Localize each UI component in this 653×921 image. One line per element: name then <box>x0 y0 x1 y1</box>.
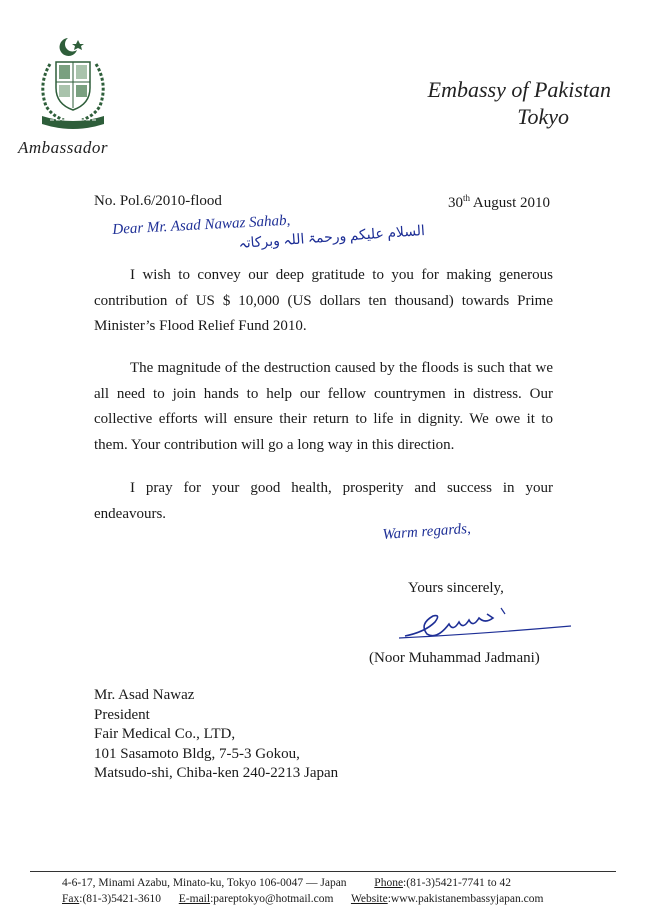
recipient-address-block <box>94 686 338 784</box>
footer-phone-label: Phone <box>374 877 404 889</box>
footer-contact-line <box>62 893 543 905</box>
paragraph-1-text: I wish to convey our deep gratitude to you for making generous contribution of US $ 10,000 (US dollars ten thousand) towards Prime Minister’s Flood Relief Fund 2010. <box>94 267 553 334</box>
paragraph-3-text: I pray for your good health, prosperity and success in your endeavours. <box>94 480 553 522</box>
date-month-year: August 2010 <box>469 195 550 211</box>
footer-phone: :(81-3)5421-7741 to 42 <box>403 877 512 889</box>
recipient-address-line-2: Matsudo-shi, Chiba-ken 240-2213 Japan <box>94 765 339 781</box>
footer-website-label[interactable]: Website <box>350 893 388 905</box>
reference-number: No. Pol.6/2010-flood <box>94 193 222 209</box>
footer-address-line <box>62 877 511 889</box>
footer-email-link[interactable]: :pareptokyo@hotmail.com <box>210 893 334 905</box>
embassy-heading <box>411 76 611 130</box>
footer-country: Japan <box>320 877 347 889</box>
footer-email-label[interactable]: E-mail <box>178 893 211 905</box>
footer-divider <box>30 871 616 872</box>
recipient-title: President <box>94 706 150 723</box>
paragraph-prayer <box>94 476 553 527</box>
paragraph-destruction <box>94 356 553 458</box>
footer-address: 4-6-17, Minami Azabu, Minato-ku, Tokyo 106-0047 <box>62 877 304 889</box>
recipient-name: Mr. Asad Nawaz <box>94 687 195 703</box>
paragraph-gratitude <box>94 263 553 340</box>
letter-date <box>448 193 550 212</box>
embassy-name: Embassy of Pakistan <box>427 77 611 102</box>
date-day: 30 <box>447 195 463 211</box>
handwritten-urdu-greeting: السلام علیکم ورحمۃ اللہ وبرکاتہ <box>238 223 426 252</box>
closing-line: Yours sincerely, <box>408 580 504 596</box>
footer-fax: :(81-3)5421-3610 <box>79 893 162 905</box>
footer-fax-label: Fax <box>62 893 80 905</box>
date-suffix: th <box>462 193 470 203</box>
recipient-address-line-1: 101 Sasamoto Bldg, 7-5-3 Gokou, <box>94 745 300 762</box>
recipient-company: Fair Medical Co., LTD, <box>94 726 236 742</box>
ambassador-label: Ambassador <box>18 138 109 157</box>
paragraph-2-text: The magnitude of the destruction caused by the floods is such that we all need to join hands to help our fellow countrymen in distress. Our collective efforts will ensure their return to life in dignity. We owe it to them. Your contribution will go a long way in this direction. <box>94 360 553 453</box>
embassy-city: Tokyo <box>517 104 569 129</box>
signer-name: (Noor Muhammad Jadmani) <box>369 650 540 666</box>
signature-icon <box>395 606 575 646</box>
handwritten-regards: Warm regards, <box>382 520 472 543</box>
handwritten-salutation: Dear Mr. Asad Nawaz Sahab, <box>112 212 291 238</box>
footer-dash: — <box>305 877 318 889</box>
footer-website-link[interactable]: :www.pakistanembassyjapan.com <box>387 893 544 905</box>
state-emblem-icon <box>28 34 118 134</box>
